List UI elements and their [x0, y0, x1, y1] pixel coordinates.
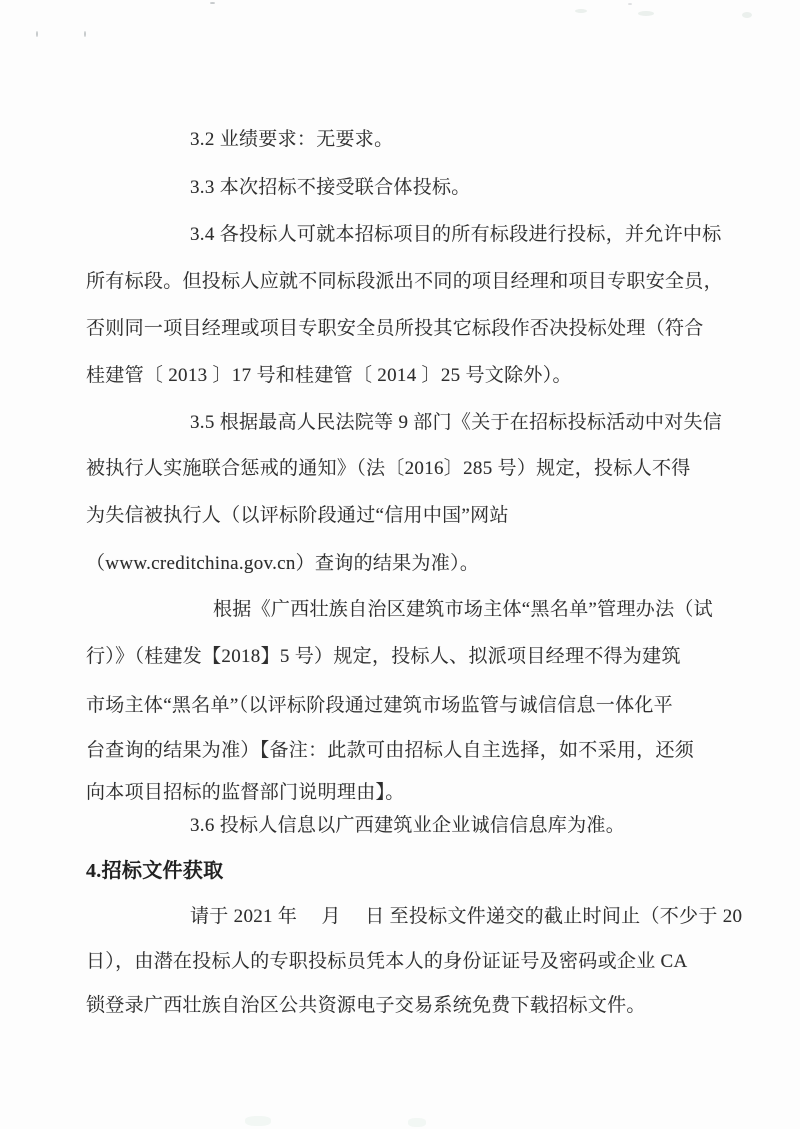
section-heading-4: 4.招标文件获取 — [86, 860, 224, 882]
clause-3-4-line-4: 桂建管〔 2013 〕17 号和桂建管〔 2014 〕25 号文除外）。 — [86, 365, 572, 386]
scan-speck — [628, 3, 632, 5]
clause-3-6: 3.6 投标人信息以广西建筑业企业诚信信息库为准。 — [190, 815, 626, 836]
scan-speck — [84, 31, 86, 37]
blacklist-para-line-4: 台查询的结果为准）【备注：此款可由招标人自主选择，如不采用，还须 — [86, 740, 695, 761]
clause-3-5-line-1: 3.5 根据最高人民法院等 9 部门《关于在招标投标活动中对失信 — [190, 412, 723, 433]
scan-smudge — [638, 11, 654, 16]
scan-smudge — [575, 9, 587, 13]
clause-3-5-line-2: 被执行人实施联合惩戒的通知》（法〔2016〕285 号）规定，投标人不得 — [86, 458, 691, 479]
scan-speck — [210, 2, 215, 4]
section-4-line-3: 锁登录广西壮族自治区公共资源电子交易系统免费下载招标文件。 — [86, 995, 646, 1016]
clause-3-4-line-2: 所有标段。但投标人应就不同标段派出不同的项目经理和项目专职安全员， — [86, 271, 723, 292]
scan-smudge — [742, 12, 752, 18]
clause-3-5-line-3: 为失信被执行人（以评标阶段通过“信用中国”网站 — [86, 505, 509, 526]
blacklist-para-line-5: 向本项目招标的监督部门说明理由】。 — [86, 782, 405, 803]
blacklist-para-line-3: 市场主体“黑名单”（以评标阶段通过建筑市场监管与诚信信息一体化平 — [86, 695, 673, 716]
section-4-line-2: 日），由潜在投标人的专职投标员凭本人的身份证证号及密码或企业 CA — [86, 951, 688, 972]
section-4-line-1: 请于 2021 年 月 日 至投标文件递交的截止时间止（不少于 20 — [190, 906, 743, 927]
blacklist-para-line-2: 行）》（桂建发【2018】5 号）规定，投标人、拟派项目经理不得为建筑 — [86, 646, 681, 667]
scan-smudge — [408, 1118, 426, 1127]
clause-3-3: 3.3 本次招标不接受联合体投标。 — [190, 177, 471, 198]
blacklist-para-line-1: 根据《广西壮族自治区建筑市场主体“黑名单”管理办法（试 — [213, 599, 713, 620]
scan-smudge — [245, 1116, 271, 1126]
clause-3-4-line-3: 否则同一项目经理或项目专职安全员所投其它标段作否决投标处理（符合 — [86, 318, 704, 339]
clause-3-4-line-1: 3.4 各投标人可就本招标项目的所有标段进行投标，并允许中标 — [190, 224, 722, 245]
clause-3-5-line-4: （www.creditchina.gov.cn）查询的结果为准）。 — [86, 553, 480, 574]
scan-speck — [36, 31, 38, 37]
clause-3-2: 3.2 业绩要求：无要求。 — [190, 129, 394, 150]
